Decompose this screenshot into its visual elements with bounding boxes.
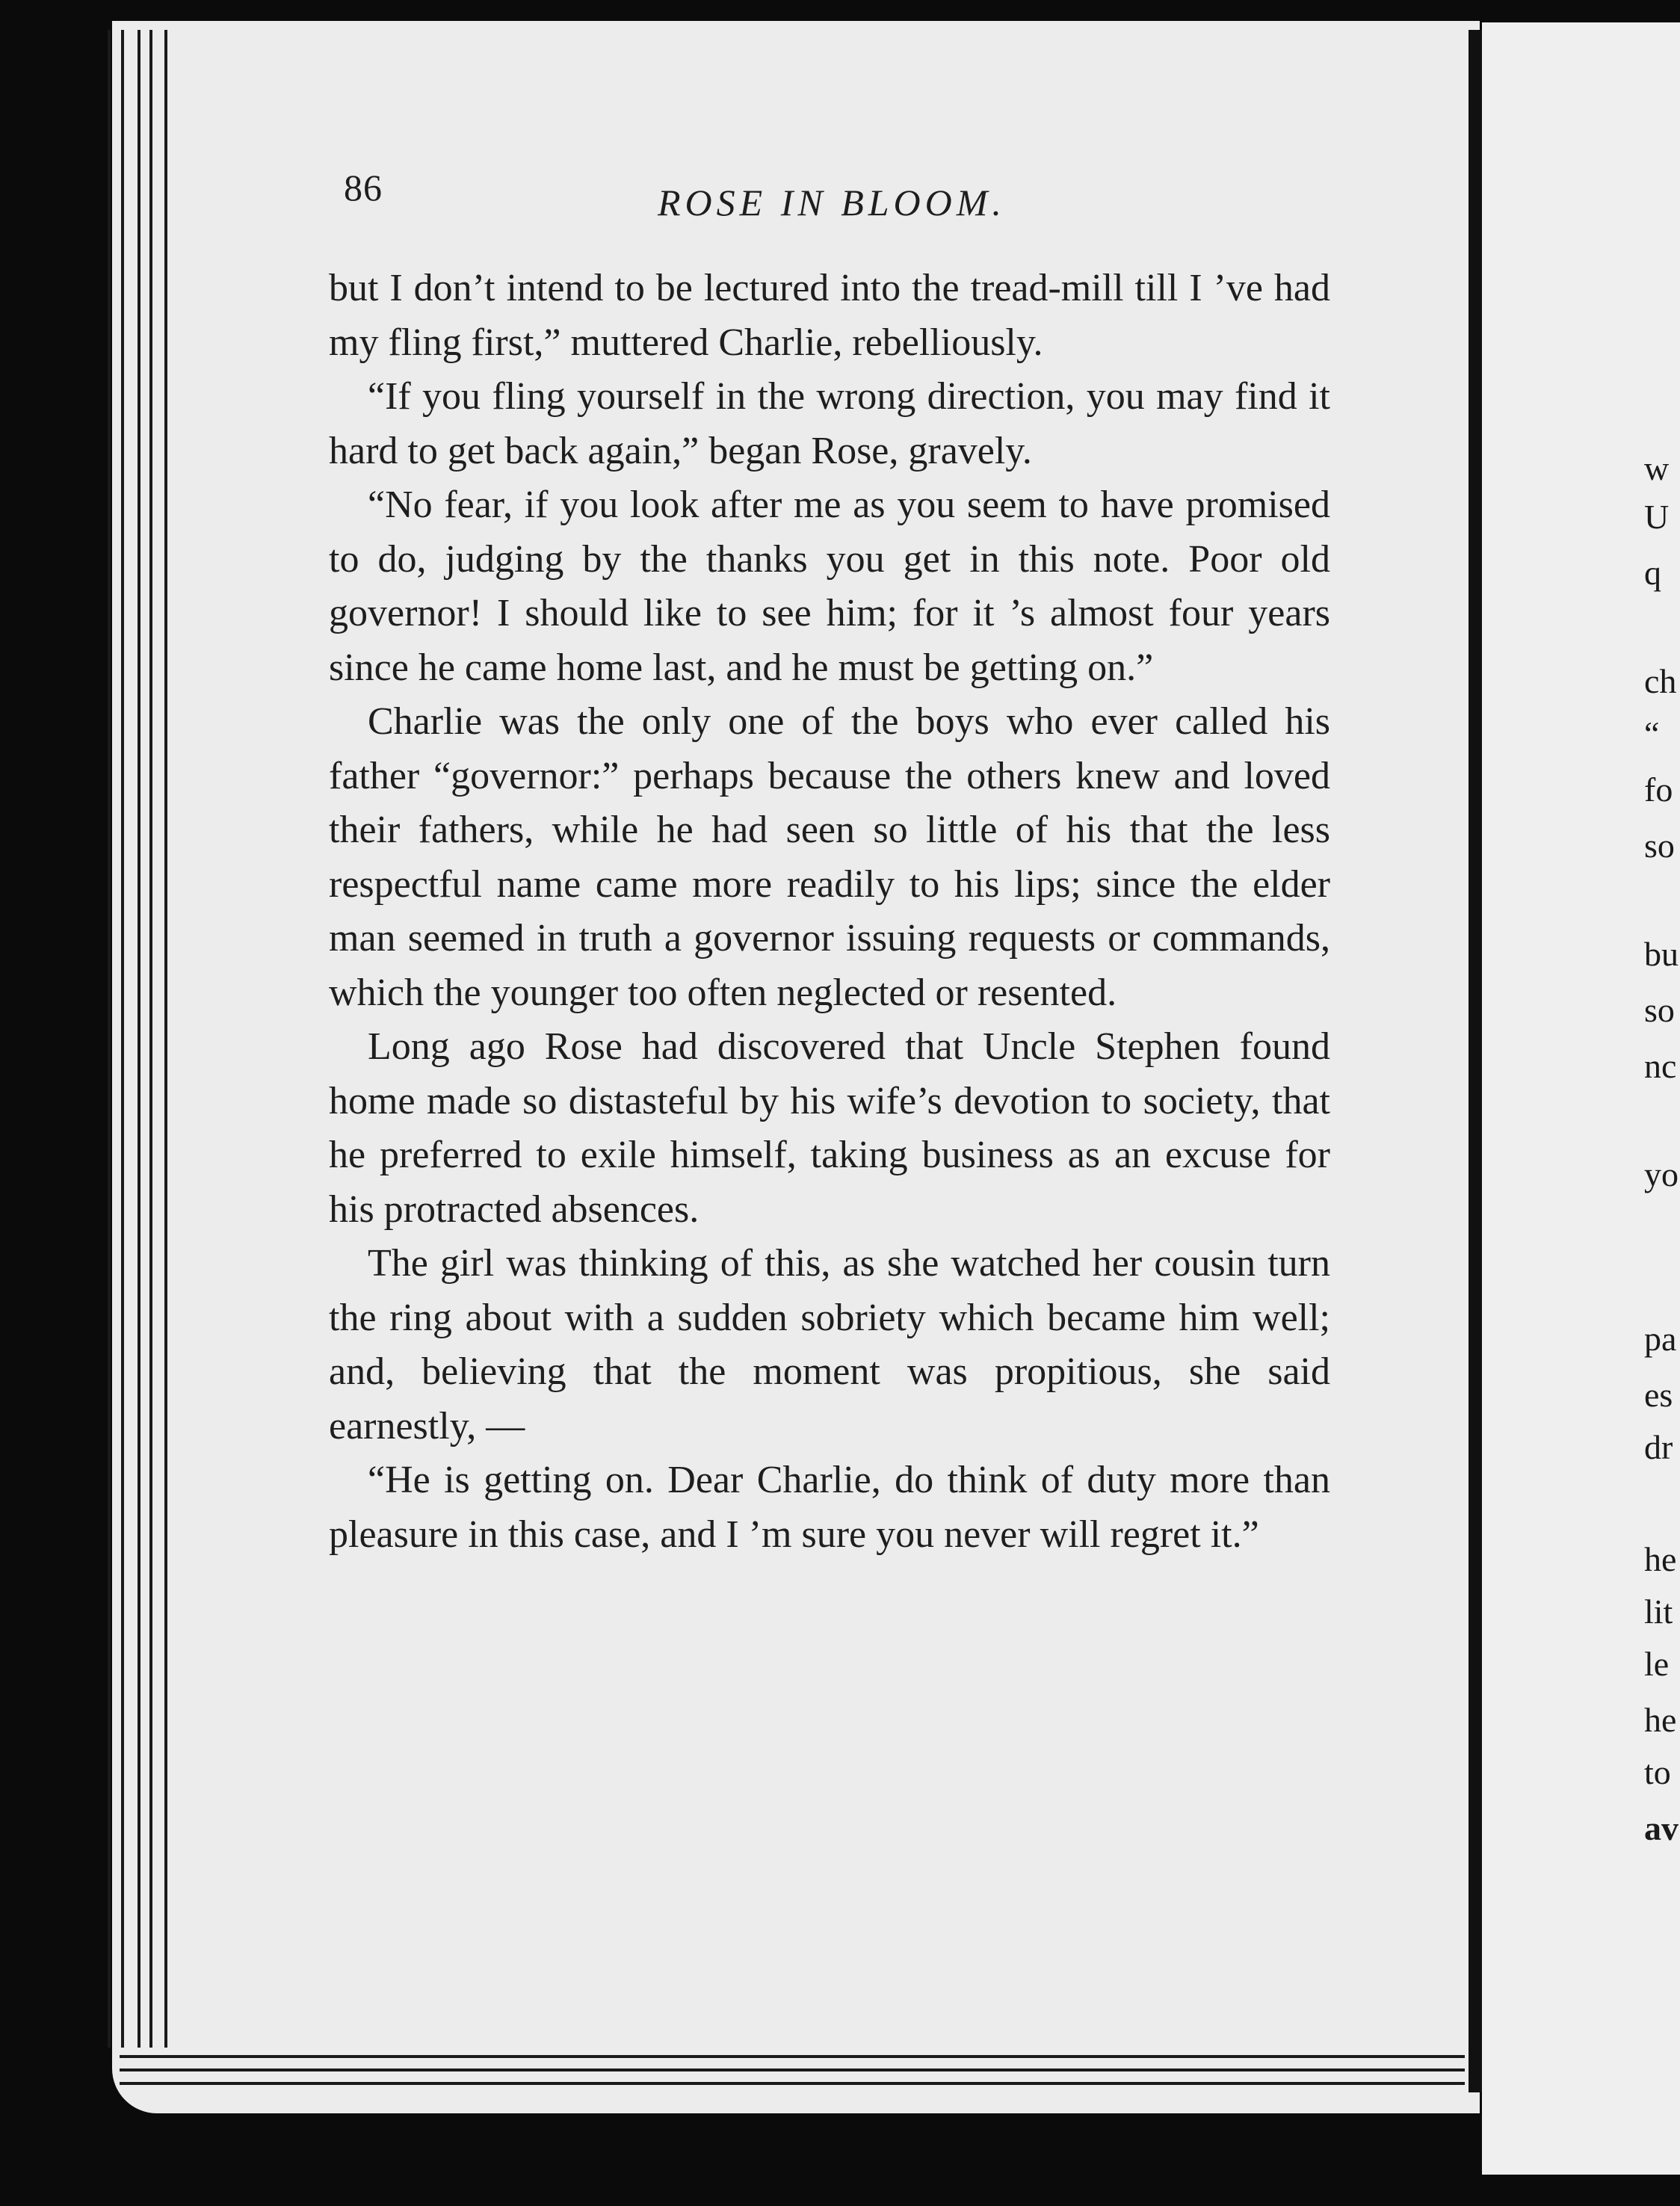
right-page-fragment: w — [1644, 449, 1670, 487]
page-number: 86 — [344, 167, 383, 208]
right-page-fragment: nc — [1644, 1047, 1677, 1085]
right-page-fragment: ch — [1644, 662, 1677, 700]
right-page-fragment: U — [1644, 498, 1670, 536]
right-page-fragment: av — [1644, 1809, 1679, 1847]
book-gutter — [1469, 30, 1482, 2092]
right-page-fragment: so — [1644, 991, 1675, 1029]
paragraph: “No fear, if you look after me as you seem to have promised to do, judging by the thanks you get in this note. Poor old governor! I should like to see him; for it ’s almost four years since he came home last, and he must be getting on.” — [329, 483, 1330, 689]
right-page-fragment: he — [1644, 1701, 1677, 1739]
right-page-fragment: lit — [1644, 1592, 1673, 1631]
paragraph: but I don’t intend to be lectured into the tread-mill till I ’ve had my fling first,” muttered Charlie, rebelliously. — [329, 267, 1330, 364]
right-page-fragment: dr — [1644, 1428, 1673, 1466]
right-page-fragment: so — [1644, 827, 1675, 865]
right-page-fragment: “ — [1644, 714, 1660, 753]
paragraph: “If you fling yourself in the wrong direction, you may find it hard to get back again,” began Rose, gravely. — [329, 375, 1330, 472]
paragraph: Charlie was the only one of the boys who ever called his father “governor:” perhaps because the others knew and loved their fathers, while he had seen so little of his that the less respectful name came more readily to his lips; since the elder man seemed in truth a governor issuing requests or commands, which the younger too often neglected or resented. — [329, 700, 1330, 1014]
right-page-fragment: he — [1644, 1540, 1677, 1578]
paragraph: The girl was thinking of this, as she watched her cousin turn the ring about with a sudden sobriety which became him well; and, believing that the moment was propitious, she said earnestly, — — [329, 1242, 1330, 1448]
right-page-fragment: to — [1644, 1753, 1671, 1791]
right-page-fragment: pa — [1644, 1320, 1677, 1358]
right-page-fragment: le — [1644, 1645, 1670, 1683]
right-page-fragment: fo — [1644, 770, 1673, 809]
right-page-fragment: q — [1644, 554, 1661, 592]
paragraph: “He is getting on. Dear Charlie, do think of duty more than pleasure in this case, and I ’m sure you never will regret it.” — [329, 1459, 1330, 1556]
body-text — [329, 262, 1330, 1562]
right-page-fragment: bu — [1644, 935, 1679, 973]
page-edges-bottom — [120, 2048, 1465, 2100]
right-page-fragment: yo — [1644, 1155, 1679, 1193]
page-edges-left — [105, 30, 187, 2048]
paragraph: Long ago Rose had discovered that Uncle Stephen found home made so distasteful by his wife’s devotion to society, that he preferred to exile himself, taking business as an excuse for his protracted absences. — [329, 1025, 1330, 1231]
page-title: ROSE IN BLOOM. — [658, 182, 1006, 223]
right-page — [1482, 22, 1680, 2175]
right-page-fragment: es — [1644, 1376, 1673, 1414]
